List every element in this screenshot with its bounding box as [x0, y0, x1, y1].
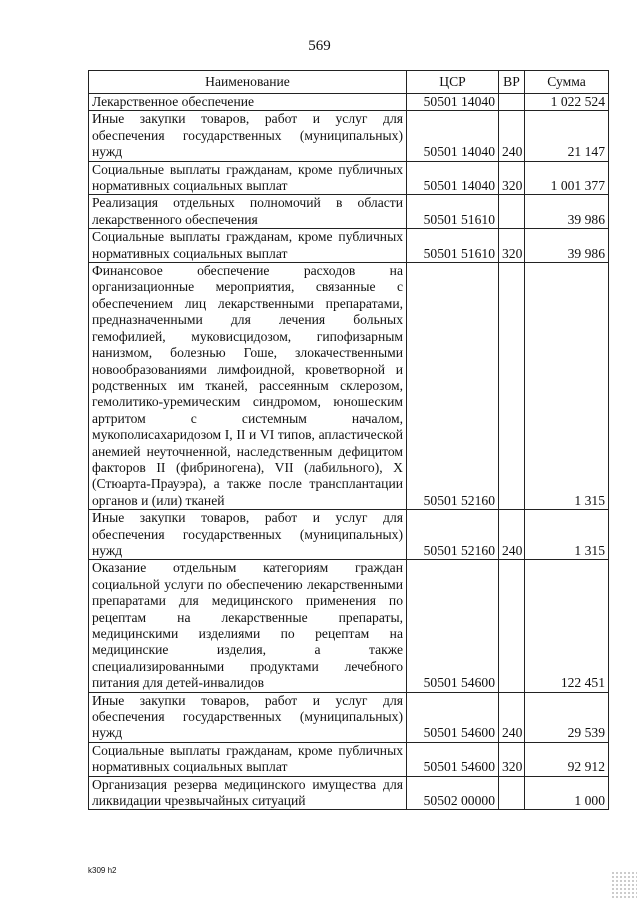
row-sum: 1 315 [525, 510, 609, 560]
row-csr: 50501 14040 [407, 161, 499, 195]
row-sum: 29 539 [525, 692, 609, 742]
row-vr: 240 [499, 692, 525, 742]
page-number: 569 [308, 38, 331, 54]
table-row [89, 111, 609, 161]
table-row [89, 94, 609, 111]
table-row [89, 742, 609, 776]
row-sum: 39 986 [525, 229, 609, 263]
table-row [89, 161, 609, 195]
row-vr: 320 [499, 161, 525, 195]
row-csr: 50501 52160 [407, 510, 499, 560]
row-vr [499, 263, 525, 510]
table-row [89, 510, 609, 560]
row-vr [499, 195, 525, 229]
row-name: Иные закупки товаров, работ и услуг для обеспечения государственных (муниципальных) нужд [89, 111, 407, 161]
document-code: k309 h2 [88, 866, 117, 875]
row-csr: 50501 51610 [407, 229, 499, 263]
row-vr [499, 94, 525, 111]
row-csr: 50501 14040 [407, 111, 499, 161]
header-csr: ЦСР [407, 71, 499, 94]
row-csr: 50501 54600 [407, 742, 499, 776]
budget-table [88, 70, 609, 810]
row-vr: 240 [499, 510, 525, 560]
header-sum: Сумма [525, 71, 609, 94]
row-name: Социальные выплаты гражданам, кроме публичных нормативных социальных выплат [89, 229, 407, 263]
row-name: Организация резерва медицинского имущества для ликвидации чрезвычайных ситуаций [89, 776, 407, 810]
row-sum: 21 147 [525, 111, 609, 161]
header-vr: ВР [499, 71, 525, 94]
table-row [89, 692, 609, 742]
row-name: Иные закупки товаров, работ и услуг для обеспечения государственных (муниципальных) нужд [89, 510, 407, 560]
row-sum: 1 315 [525, 263, 609, 510]
scan-artifact [611, 871, 637, 899]
row-vr [499, 560, 525, 692]
row-name: Лекарственное обеспечение [89, 94, 407, 111]
row-sum: 39 986 [525, 195, 609, 229]
row-csr: 50501 52160 [407, 263, 499, 510]
row-vr: 240 [499, 111, 525, 161]
row-csr: 50501 14040 [407, 94, 499, 111]
row-sum: 92 912 [525, 742, 609, 776]
table-row [89, 195, 609, 229]
row-sum: 1 000 [525, 776, 609, 810]
row-name: Реализация отдельных полномочий в области лекарственного обеспечения [89, 195, 407, 229]
row-name: Социальные выплаты гражданам, кроме публичных нормативных социальных выплат [89, 742, 407, 776]
table-row [89, 776, 609, 810]
row-vr [499, 776, 525, 810]
row-name: Социальные выплаты гражданам, кроме публичных нормативных социальных выплат [89, 161, 407, 195]
row-sum: 122 451 [525, 560, 609, 692]
row-csr: 50501 54600 [407, 692, 499, 742]
row-name: Иные закупки товаров, работ и услуг для обеспечения государственных (муниципальных) нужд [89, 692, 407, 742]
table-row [89, 263, 609, 510]
row-vr: 320 [499, 742, 525, 776]
row-csr: 50501 51610 [407, 195, 499, 229]
row-name: Финансовое обеспечение расходов на организационные мероприятия, связанные с обеспечением лиц лекарственными препаратами, предназначенными для лечения больных гемофилией, муковисцидозом, гипофизарным нанизмом, болезнью Гоше, злокачественными новообразованиями лимфоидной, кроветворной и родственных им тканей, рассеянным склерозом, гемолитико-уремическим синдромом, юношеским артритом с системным началом, мукополисахаридозом I, II и VI типов, апластической анемией неуточненной, наследственным дефицитом факторов II (фибриногена), VII (лабильного), X (Стюарта-Прауэра), а также после трансплантации органов и (или) тканей [89, 263, 407, 510]
row-vr: 320 [499, 229, 525, 263]
row-name: Оказание отдельным категориям граждан социальной услуги по обеспечению лекарственными препаратами для медицинского применения по рецептам на лекарственные препараты, медицинскими изделиями по рецептам на медицинские изделия, а также специализированными продуктами лечебного питания для детей-инвалидов [89, 560, 407, 692]
row-csr: 50502 00000 [407, 776, 499, 810]
table-row [89, 229, 609, 263]
row-sum: 1 001 377 [525, 161, 609, 195]
header-name: Наименование [89, 71, 407, 94]
row-sum: 1 022 524 [525, 94, 609, 111]
row-csr: 50501 54600 [407, 560, 499, 692]
table-header-row [89, 71, 609, 94]
table-row [89, 560, 609, 692]
